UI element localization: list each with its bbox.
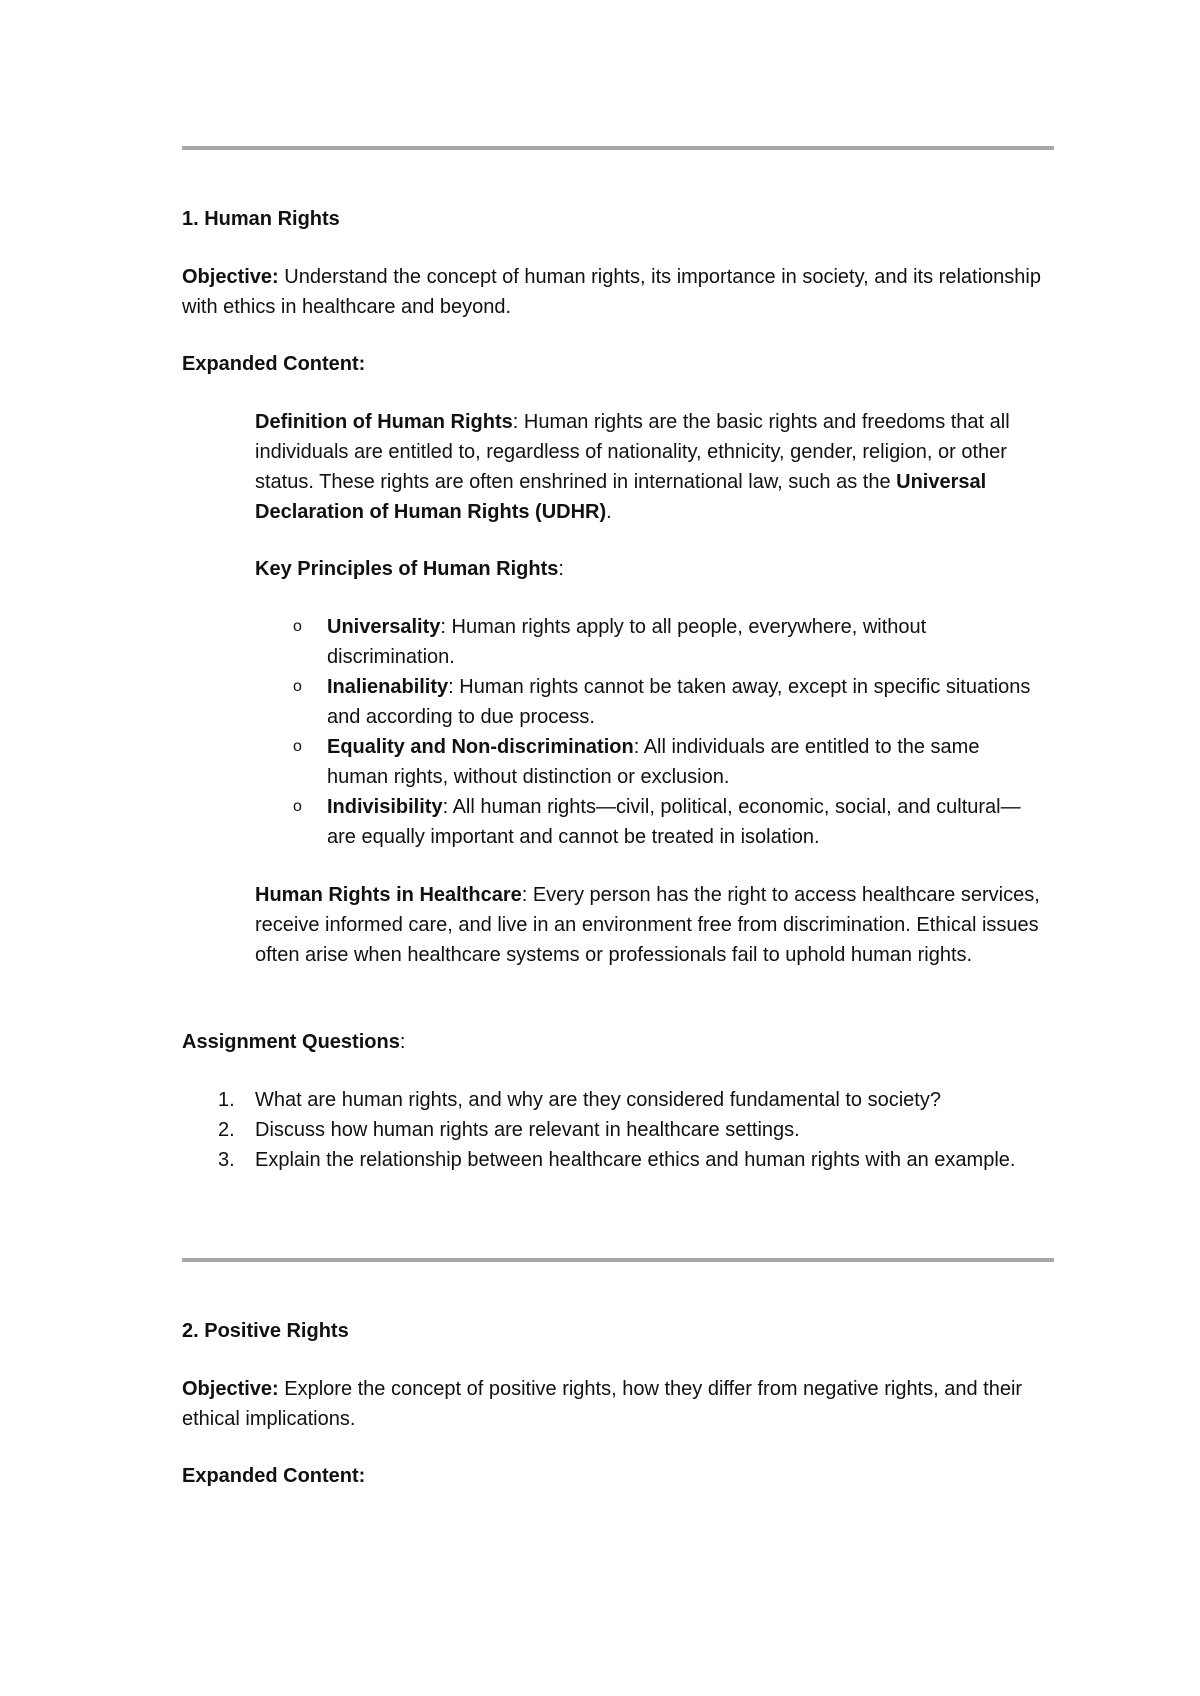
udhr-term: Universal Declaration of Human Rights (UDHR) <box>255 471 987 523</box>
definition-text-a: : Human rights are the basic rights and freedoms that all individuals are entitled to, regardless of nationality, ethnicity, gender, religion, or other status. These rights are often enshrined in international law, such as the <box>255 411 1010 493</box>
principles-list <box>255 612 1045 852</box>
question-text: Explain the relationship between healthcare ethics and human rights with an example. <box>255 1149 1016 1171</box>
list-item <box>182 1085 1042 1115</box>
circle-bullet-icon: o <box>293 738 302 755</box>
principle-term: Equality and Non-discrimination <box>327 736 634 758</box>
definition-text-b: . <box>606 501 612 523</box>
definition-paragraph <box>255 407 1045 527</box>
objective-text: Explore the concept of positive rights, how they differ from negative rights, and their ethical implications. <box>182 1378 1023 1430</box>
principle-text: : Human rights cannot be taken away, except in specific situations and according to due process. <box>327 676 1031 728</box>
section-1-objective <box>182 262 1062 322</box>
horizontal-rule <box>182 1258 1054 1262</box>
list-item <box>255 732 1045 792</box>
list-item <box>255 612 1045 672</box>
principle-term: Inalienability <box>327 676 449 698</box>
circle-bullet-icon: o <box>293 798 302 815</box>
circle-bullet-icon: o <box>293 678 302 695</box>
objective-label: Objective: <box>182 266 279 288</box>
key-principles-heading <box>255 554 1045 584</box>
principle-text: : Human rights apply to all people, everywhere, without discrimination. <box>327 616 927 668</box>
question-number: 3. <box>218 1149 235 1171</box>
principle-term: Universality <box>327 616 441 638</box>
principle-text: : All human rights—civil, political, economic, social, and cultural—are equally important and cannot be treated in isolation. <box>327 796 1021 848</box>
section-2-title: 2. Positive Rights <box>182 1320 349 1342</box>
horizontal-rule <box>182 146 1054 150</box>
circle-bullet-icon: o <box>293 618 302 635</box>
question-number: 2. <box>218 1119 235 1141</box>
definition-label: Definition of Human Rights <box>255 411 513 433</box>
list-item <box>182 1115 1042 1145</box>
healthcare-label: Human Rights in Healthcare <box>255 884 522 906</box>
objective-text: Understand the concept of human rights, its importance in society, and its relationship with ethics in healthcare and beyond. <box>182 266 1041 318</box>
healthcare-text: : Every person has the right to access healthcare services, receive informed care, and live in an environment free from discrimination. Ethical issues often arise when healthcare systems or professionals fail to uphold human rights. <box>255 884 1040 966</box>
assignment-questions-label: Assignment Questions <box>182 1031 400 1053</box>
section-2-objective <box>182 1374 1062 1434</box>
list-item <box>182 1145 1042 1175</box>
section-1-title: 1. Human Rights <box>182 208 340 230</box>
healthcare-paragraph <box>255 880 1045 970</box>
principle-text: : All individuals are entitled to the same human rights, without distinction or exclusion. <box>327 736 980 788</box>
key-principles-label: Key Principles of Human Rights <box>255 558 559 580</box>
assignment-questions-heading <box>182 1027 1062 1057</box>
expanded-content-label: Expanded Content: <box>182 353 366 375</box>
principle-term: Indivisibility <box>327 796 443 818</box>
list-item <box>255 792 1045 852</box>
expanded-content-label: Expanded Content: <box>182 1465 366 1487</box>
assignment-questions-colon: : <box>399 1031 406 1053</box>
objective-label: Objective: <box>182 1378 279 1400</box>
list-item <box>255 672 1045 732</box>
key-principles-colon: : <box>558 558 564 580</box>
question-text: What are human rights, and why are they considered fundamental to society? <box>255 1089 941 1111</box>
question-number: 1. <box>218 1089 235 1111</box>
question-text: Discuss how human rights are relevant in healthcare settings. <box>255 1119 800 1141</box>
questions-list <box>182 1085 1042 1175</box>
